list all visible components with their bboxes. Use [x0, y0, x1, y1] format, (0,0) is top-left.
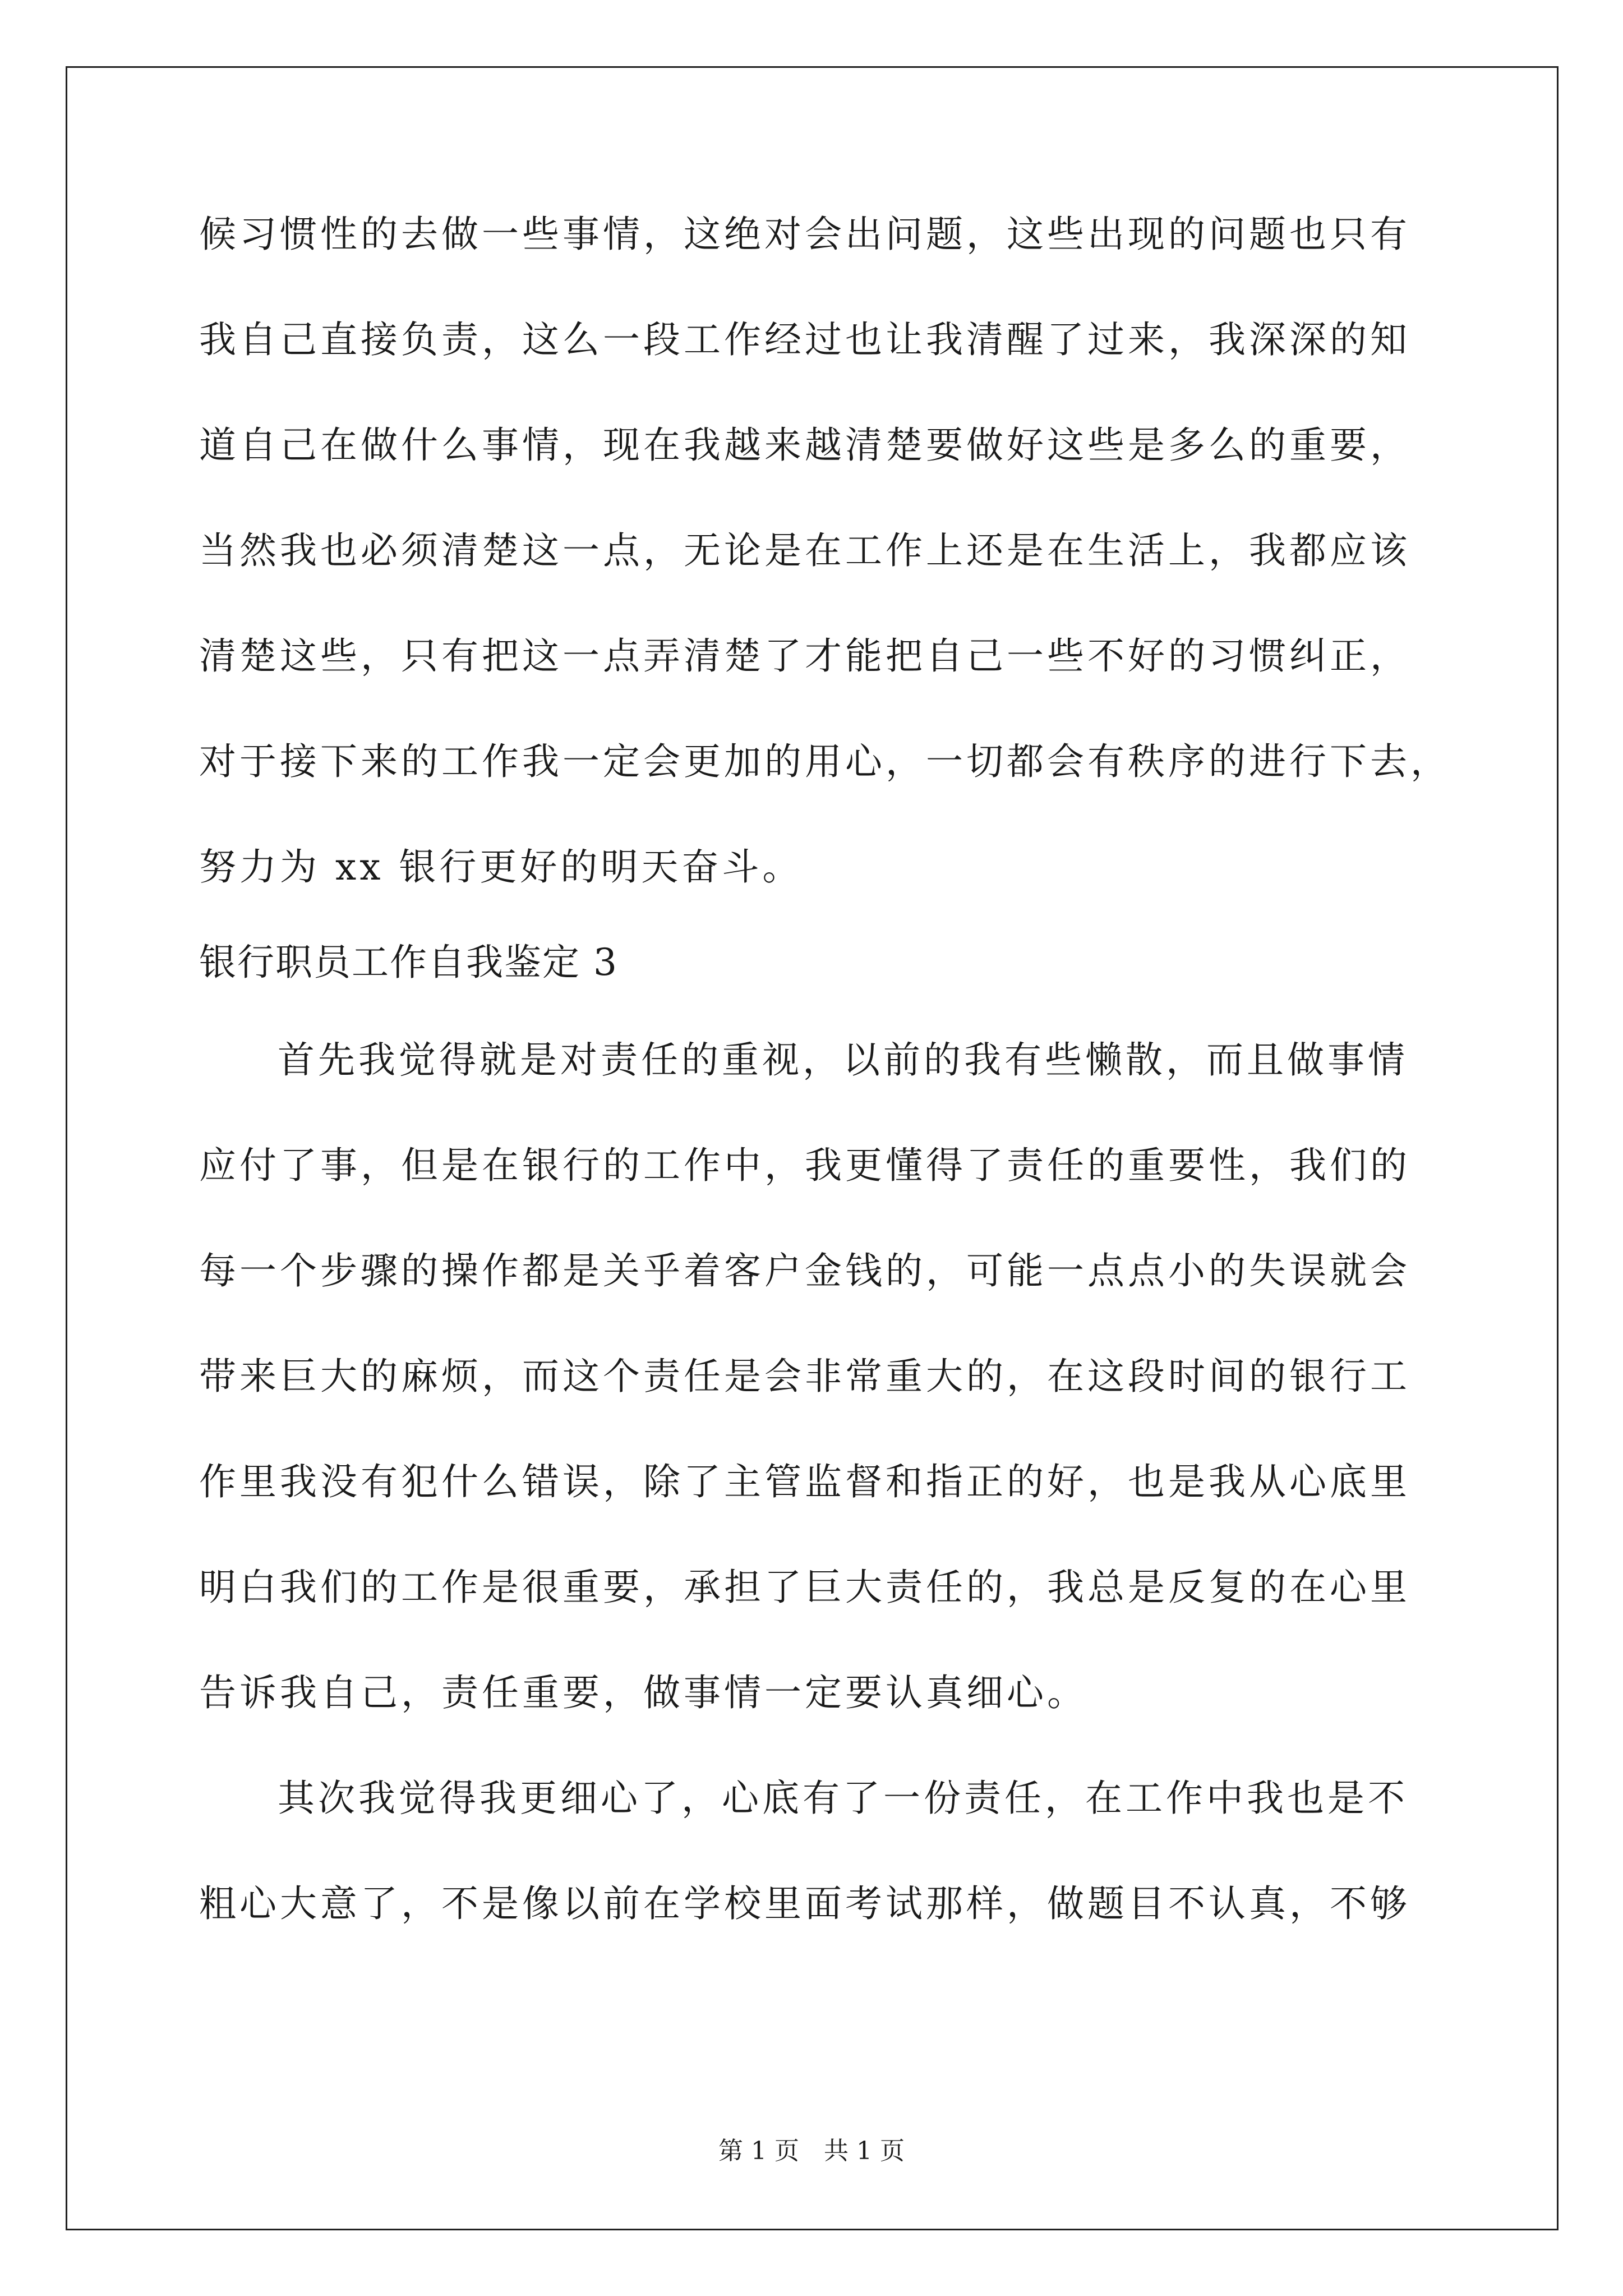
page-footer: 第 1 页 共 1 页 [718, 2137, 905, 2165]
text-line: 首先我觉得就是对责任的重视，以前的我有些懒散，而且做事情 [278, 1038, 1408, 1082]
paragraph-3 [199, 1772, 1467, 1931]
document-body [199, 208, 1467, 1931]
text-line: 候习惯性的去做一些事情，这绝对会出问题，这些出现的问题也只有 [199, 213, 1410, 256]
text-line: 告诉我自己，责任重要，做事情一定要认真细心。 [199, 1671, 1087, 1714]
text-line: 其次我觉得我更细心了，心底有了一份责任，在工作中我也是不 [278, 1777, 1408, 1820]
text-line: 道自己在做什么事情，现在我越来越清楚要做好这些是多么的重要， [199, 424, 1410, 467]
text-line: 努力为 xx 银行更好的明天奋斗。 [199, 845, 803, 889]
text-line: 带来巨大的麻烦，而这个责任是会非常重大的，在这段时间的银行工 [199, 1355, 1410, 1398]
text-line: 作里我没有犯什么错误，除了主管监督和指正的好，也是我从心底里 [199, 1460, 1410, 1503]
text-line: 清楚这些，只有把这一点弄清楚了才能把自己一些不好的习惯纠正， [199, 634, 1410, 678]
paragraph-2 [199, 1033, 1467, 1720]
text-line: 应付了事，但是在银行的工作中，我更懂得了责任的重要性，我们的 [199, 1144, 1410, 1187]
text-line: 明白我们的工作是很重要，承担了巨大责任的，我总是反复的在心里 [199, 1566, 1410, 1609]
text-line: 对于接下来的工作我一定会更加的用心，一切都会有秩序的进行下去， [199, 740, 1451, 783]
text-line: 每一个步骤的操作都是关乎着客户金钱的，可能一点点小的失误就会 [199, 1249, 1410, 1292]
section-title: 银行职员工作自我鉴定 3 [199, 941, 618, 984]
text-line: 粗心大意了，不是像以前在学校里面考试那样，做题目不认真，不够 [199, 1882, 1410, 1925]
text-line: 我自己直接负责，这么一段工作经过也让我清醒了过来，我深深的知 [199, 318, 1410, 361]
paragraph-1 [199, 208, 1467, 894]
text-line: 当然我也必须清楚这一点，无论是在工作上还是在生活上，我都应该 [199, 529, 1410, 572]
